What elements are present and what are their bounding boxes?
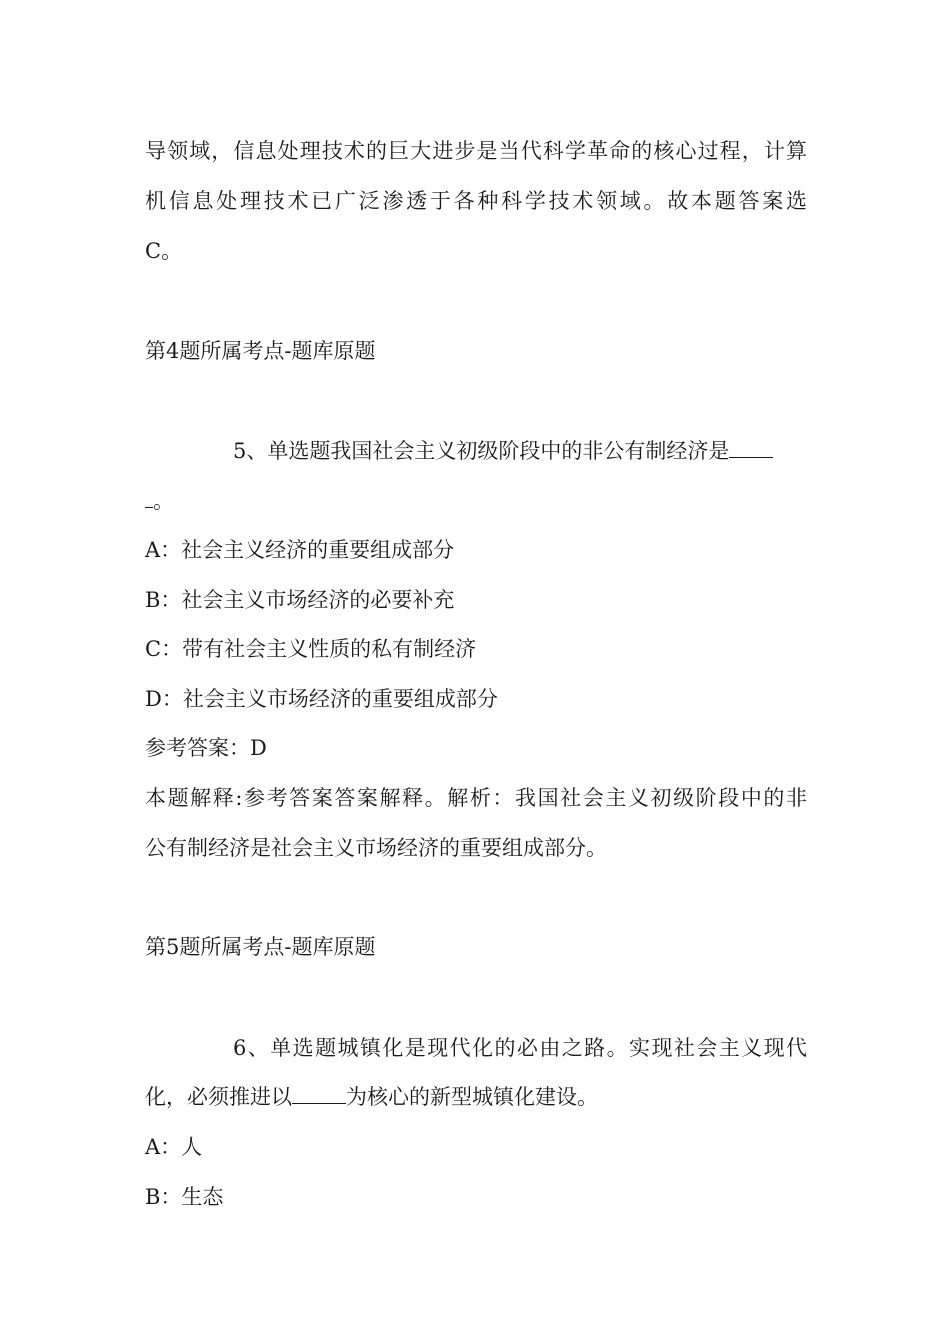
q6-stem-tail: 为核心的新型城镇化建设。	[346, 1085, 598, 1109]
q6-stem-head: 化，必须推进以	[145, 1085, 292, 1109]
q6-stem-line-2	[145, 1082, 598, 1112]
q5-stem-tail: 。	[153, 489, 174, 513]
q6-stem-line-1: 6、单选题城镇化是现代化的必由之路。实现社会主义现代	[233, 1036, 807, 1060]
intro-line-3: C。	[145, 239, 183, 263]
answer-blank	[292, 1085, 346, 1104]
q5-source-label: 第5题所属考点-题库原题	[145, 935, 376, 959]
q5-stem-line-2	[145, 486, 174, 516]
q5-stem-line-1	[233, 436, 773, 466]
q4-source-label: 第4题所属考点-题库原题	[145, 339, 376, 363]
q5-option-c: C：带有社会主义性质的私有制经济	[145, 637, 477, 661]
q5-explanation-line-2: 公有制经济是社会主义市场经济的重要组成部分。	[145, 836, 607, 860]
q5-explanation-line-1: 本题解释:参考答案答案解释。解析：我国社会主义初级阶段中的非	[145, 786, 807, 810]
q6-option-b: B：生态	[145, 1185, 224, 1209]
q5-option-d: D：社会主义市场经济的重要组成部分	[145, 687, 498, 711]
q6-option-a: A：人	[145, 1135, 203, 1159]
answer-blank	[145, 489, 153, 508]
answer-blank	[729, 439, 773, 458]
q5-answer: 参考答案：D	[145, 736, 267, 760]
intro-line-1: 导领域，信息处理技术的巨大进步是当代科学革命的核心过程，计算	[145, 139, 807, 163]
q5-option-a: A：社会主义经济的重要组成部分	[145, 538, 455, 562]
q5-option-b: B：社会主义市场经济的必要补充	[145, 588, 455, 612]
q5-stem-text: 5、单选题我国社会主义初级阶段中的非公有制经济是	[233, 439, 730, 463]
intro-line-2: 机信息处理技术已广泛渗透于各种科学技术领域。故本题答案选	[145, 189, 807, 213]
